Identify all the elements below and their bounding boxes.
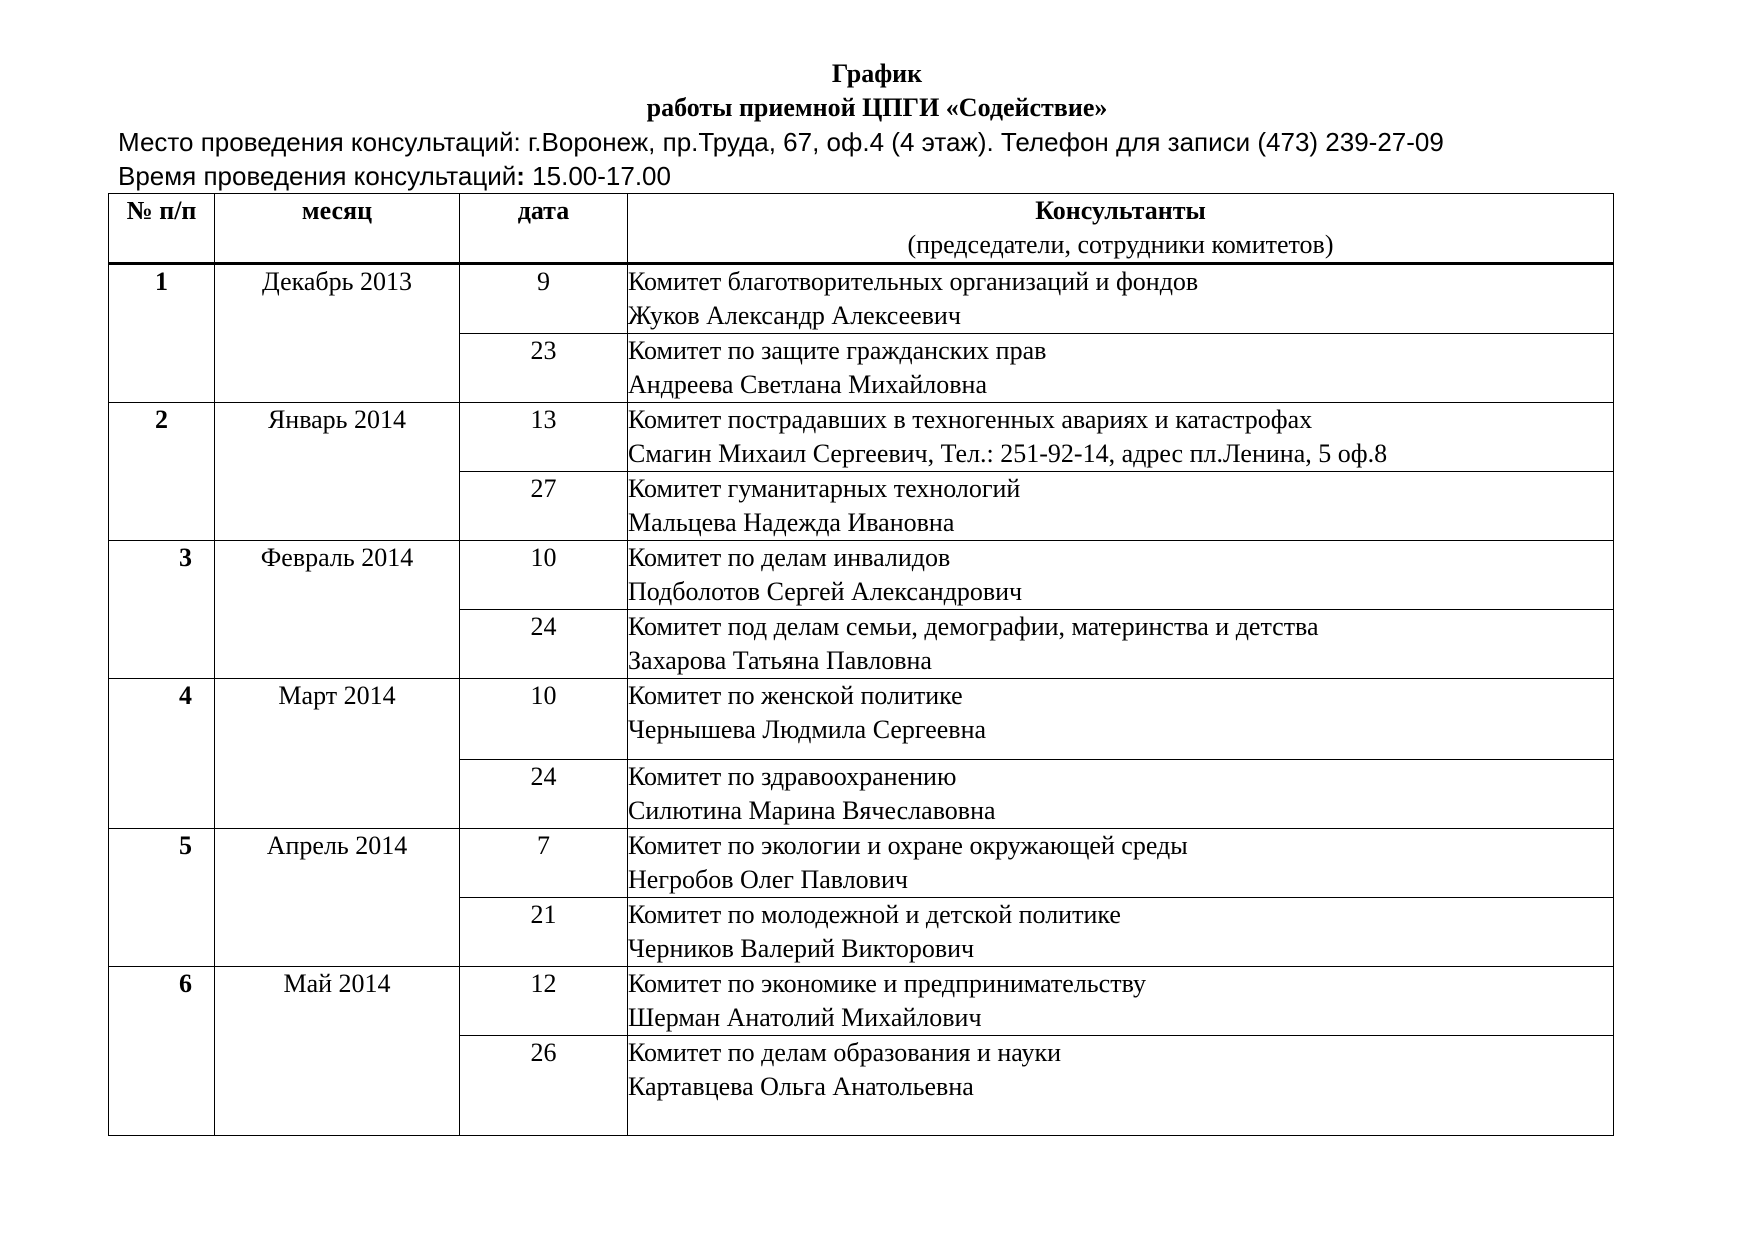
group-month: Январь 2014: [215, 403, 460, 541]
row-consultant: [628, 403, 1614, 472]
group-month: Апрель 2014: [215, 829, 460, 967]
committee-name: Комитет гуманитарных технологий: [628, 474, 1021, 503]
committee-name: Комитет по экологии и охране окружающей среды: [628, 831, 1188, 860]
row-date: 10: [460, 541, 628, 610]
row-date: 27: [460, 472, 628, 541]
table-row: [109, 829, 1614, 898]
consultant-name: Жуков Александр Алексеевич: [628, 301, 961, 330]
row-date: 24: [460, 760, 628, 829]
schedule-table: [108, 193, 1614, 1136]
consultant-name: Шерман Анатолий Михайлович: [628, 1003, 982, 1032]
committee-name: Комитет по женской политике: [628, 681, 963, 710]
header-month: месяц: [215, 194, 460, 264]
group-number: 1: [109, 264, 215, 403]
consultant-name: Черников Валерий Викторович: [628, 934, 975, 963]
row-date: 9: [460, 264, 628, 334]
consultant-name: Мальцева Надежда Ивановна: [628, 508, 955, 537]
consultation-place: Место проведения консультаций: г.Воронеж, пр.Труда, 67, оф.4 (4 этаж). Телефон для записи (473) 239-27-09: [118, 127, 1444, 157]
header-consultants-subtitle: (председатели, сотрудники комитетов): [907, 230, 1334, 259]
header-consultants: [628, 194, 1614, 264]
table-header-row: [109, 194, 1614, 264]
header-consultants-title: Консультанты: [1035, 196, 1206, 225]
consultant-name: Чернышева Людмила Сергеевна: [628, 715, 987, 744]
committee-name: Комитет по экономике и предпринимательству: [628, 969, 1146, 998]
consultant-name: Картавцева Ольга Анатольевна: [628, 1072, 974, 1101]
committee-name: Комитет по здравоохранению: [628, 762, 957, 791]
group-number: 3: [109, 541, 215, 679]
group-month: Декабрь 2013: [215, 264, 460, 403]
row-date: 24: [460, 610, 628, 679]
committee-name: Комитет по делам образования и науки: [628, 1038, 1062, 1067]
row-consultant: [628, 472, 1614, 541]
consultant-name: Смагин Михаил Сергеевич, Тел.: 251-92-14, адрес пл.Ленина, 5 оф.8: [628, 439, 1388, 468]
group-number: 4: [109, 679, 215, 829]
row-consultant: [628, 334, 1614, 403]
row-date: 23: [460, 334, 628, 403]
document-subtitle: работы приемной ЦПГИ «Содействие»: [646, 93, 1108, 122]
row-date: 13: [460, 403, 628, 472]
consultation-time-label: Время проведения консультаций: [118, 161, 517, 191]
consultant-name: Негробов Олег Павлович: [628, 865, 908, 894]
group-month: Май 2014: [215, 967, 460, 1136]
row-date: 12: [460, 967, 628, 1036]
header-date: дата: [460, 194, 628, 264]
table-row: [109, 541, 1614, 610]
table-row: [109, 403, 1614, 472]
row-date: 10: [460, 679, 628, 760]
consultation-time-value: 15.00-17.00: [524, 161, 671, 191]
consultation-time-colon: :: [516, 161, 525, 191]
row-consultant: [628, 760, 1614, 829]
table-row: [109, 967, 1614, 1036]
consultant-name: Подболотов Сергей Александрович: [628, 577, 1023, 606]
committee-name: Комитет по делам инвалидов: [628, 543, 951, 572]
group-month: Март 2014: [215, 679, 460, 829]
row-date: 7: [460, 829, 628, 898]
row-consultant: [628, 541, 1614, 610]
table-row: [109, 679, 1614, 760]
group-month: Февраль 2014: [215, 541, 460, 679]
row-consultant: [628, 967, 1614, 1036]
row-consultant: [628, 679, 1614, 760]
row-consultant: [628, 829, 1614, 898]
row-consultant: [628, 264, 1614, 334]
committee-name: Комитет благотворительных организаций и фондов: [628, 267, 1199, 296]
row-date: 21: [460, 898, 628, 967]
committee-name: Комитет по защите гражданских прав: [628, 336, 1047, 365]
group-number: 6: [109, 967, 215, 1136]
consultation-time: [118, 160, 671, 192]
document-title: График: [831, 59, 923, 88]
consultant-name: Андреева Светлана Михайловна: [628, 370, 988, 399]
group-number: 5: [109, 829, 215, 967]
row-consultant: [628, 898, 1614, 967]
consultant-name: Захарова Татьяна Павловна: [628, 646, 932, 675]
committee-name: Комитет под делам семьи, демографии, материнства и детства: [628, 612, 1319, 641]
group-number: 2: [109, 403, 215, 541]
committee-name: Комитет по молодежной и детской политике: [628, 900, 1121, 929]
row-consultant: [628, 1036, 1614, 1136]
row-consultant: [628, 610, 1614, 679]
consultant-name: Силютина Марина Вячеславовна: [628, 796, 996, 825]
row-date: 26: [460, 1036, 628, 1136]
committee-name: Комитет пострадавших в техногенных авариях и катастрофах: [628, 405, 1313, 434]
table-row: [109, 264, 1614, 334]
header-num: № п/п: [109, 194, 215, 264]
